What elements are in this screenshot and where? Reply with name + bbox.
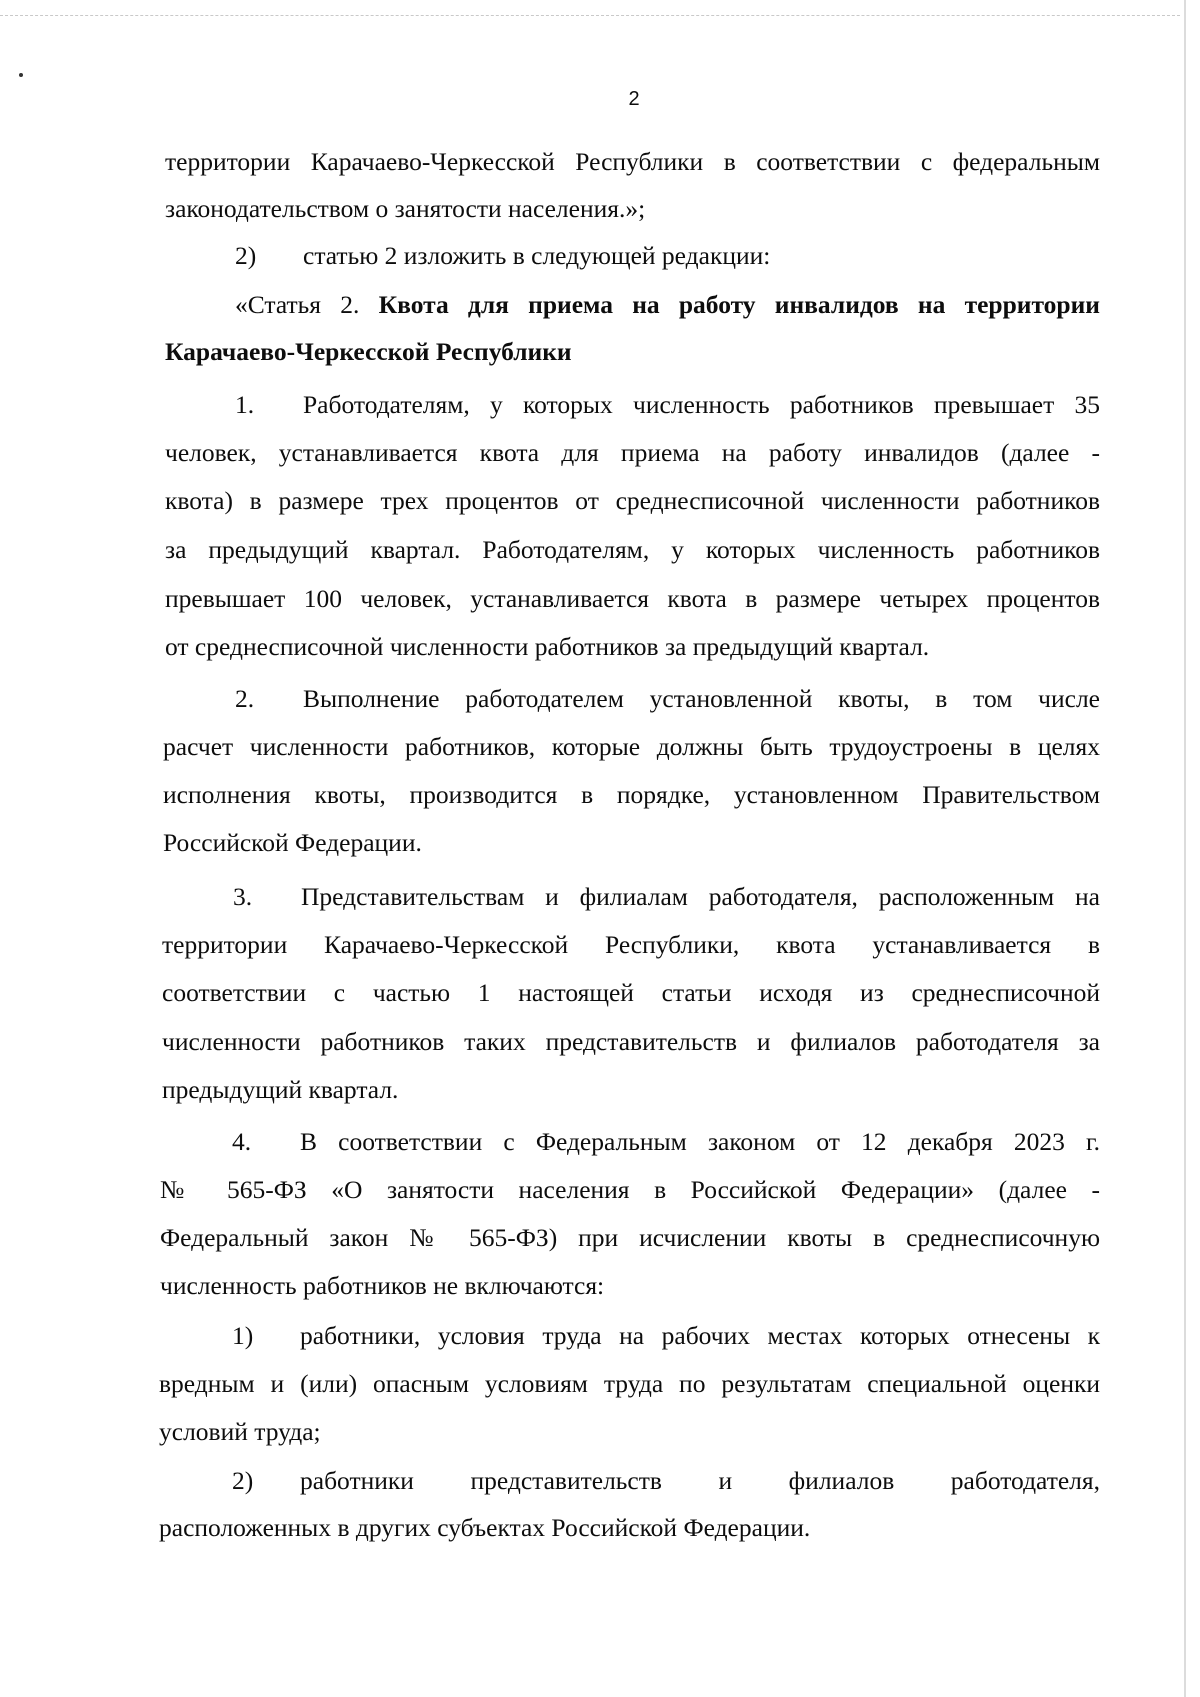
paragraph-line: превышает 100 человек, устанавливается квота в размере четырех процентов bbox=[165, 584, 1100, 613]
paragraph-line: вредным и (или) опасным условиям труда по результатам специальной оценки bbox=[159, 1369, 1100, 1398]
part-1 bbox=[235, 390, 1100, 420]
paragraph-line: соответствии с частью 1 настоящей статьи исходя из среднесписочной bbox=[162, 978, 1100, 1007]
part-number: 3. bbox=[233, 882, 253, 911]
paragraph-line: человек, устанавливается квота для приема на работу инвалидов (далее - bbox=[165, 438, 1100, 467]
part-text: Работодателям, у которых численность работников превышает 35 bbox=[303, 390, 1100, 419]
part-number: 1. bbox=[235, 390, 255, 419]
list-item-2-paren bbox=[235, 241, 770, 271]
sub-item-1 bbox=[232, 1321, 1100, 1351]
page-number: 2 bbox=[628, 88, 640, 110]
paragraph-line: расчет численности работников, которые должны быть трудоустроены в целях bbox=[163, 732, 1100, 761]
list-text: работники, условия труда на рабочих местах которых отнесены к bbox=[300, 1321, 1100, 1350]
paragraph-line: территории Карачаево-Черкесской Республики, квота устанавливается в bbox=[162, 930, 1100, 959]
part-text: Представительствам и филиалам работодателя, расположенным на bbox=[301, 882, 1100, 911]
list-number: 2) bbox=[232, 1466, 254, 1495]
paragraph-line: Федеральный закон № 565-ФЗ) при исчислении квоты в среднесписочную bbox=[160, 1223, 1100, 1252]
part-4 bbox=[232, 1127, 1100, 1157]
paragraph-line: расположенных в других субъектах Российской Федерации. bbox=[159, 1513, 811, 1542]
part-3 bbox=[233, 882, 1100, 912]
part-text: Выполнение работодателем установленной квоты, в том числе bbox=[303, 684, 1100, 713]
scan-speck bbox=[19, 73, 23, 77]
paragraph-line: территории Карачаево-Черкесской Республики в соответствии с федеральным bbox=[165, 147, 1100, 176]
article-heading bbox=[235, 290, 1100, 320]
article-title-line2: Карачаево-Черкесской Республики bbox=[165, 337, 572, 366]
paragraph-line: исполнения квоты, производится в порядке, установленном Правительством bbox=[163, 780, 1100, 809]
paragraph-line: от среднесписочной численности работников за предыдущий квартал. bbox=[165, 632, 930, 661]
list-text: работники представительств и филиалов работодателя, bbox=[300, 1466, 1100, 1495]
paragraph-line: законодательством о занятости населения.»; bbox=[165, 194, 646, 223]
paragraph-line: условий труда; bbox=[159, 1417, 321, 1446]
part-text: В соответствии с Федеральным законом от 12 декабря 2023 г. bbox=[300, 1127, 1100, 1156]
article-prefix: «Статья 2. bbox=[235, 290, 379, 319]
paragraph-line: численность работников не включаются: bbox=[160, 1271, 605, 1300]
paragraph-line: Российской Федерации. bbox=[163, 828, 422, 857]
sub-item-2 bbox=[232, 1466, 1100, 1496]
part-number: 2. bbox=[235, 684, 255, 713]
scan-edge-top bbox=[0, 15, 1180, 16]
list-number: 1) bbox=[232, 1321, 254, 1350]
paragraph-line: за предыдущий квартал. Работодателям, у которых численность работников bbox=[165, 535, 1100, 564]
scan-edge-right bbox=[1184, 0, 1186, 1697]
paragraph-line: № 565-ФЗ «О занятости населения в Российской Федерации» (далее - bbox=[160, 1175, 1100, 1204]
paragraph-line: квота) в размере трех процентов от среднесписочной численности работников bbox=[165, 486, 1100, 515]
list-text: статью 2 изложить в следующей редакции: bbox=[303, 241, 771, 270]
paragraph-line: численности работников таких представительств и филиалов работодателя за bbox=[162, 1027, 1100, 1056]
part-2 bbox=[235, 684, 1100, 714]
article-title: Квота для приема на работу инвалидов на территории bbox=[378, 290, 1100, 319]
part-number: 4. bbox=[232, 1127, 252, 1156]
list-number: 2) bbox=[235, 241, 257, 270]
paragraph-line: предыдущий квартал. bbox=[162, 1075, 399, 1104]
